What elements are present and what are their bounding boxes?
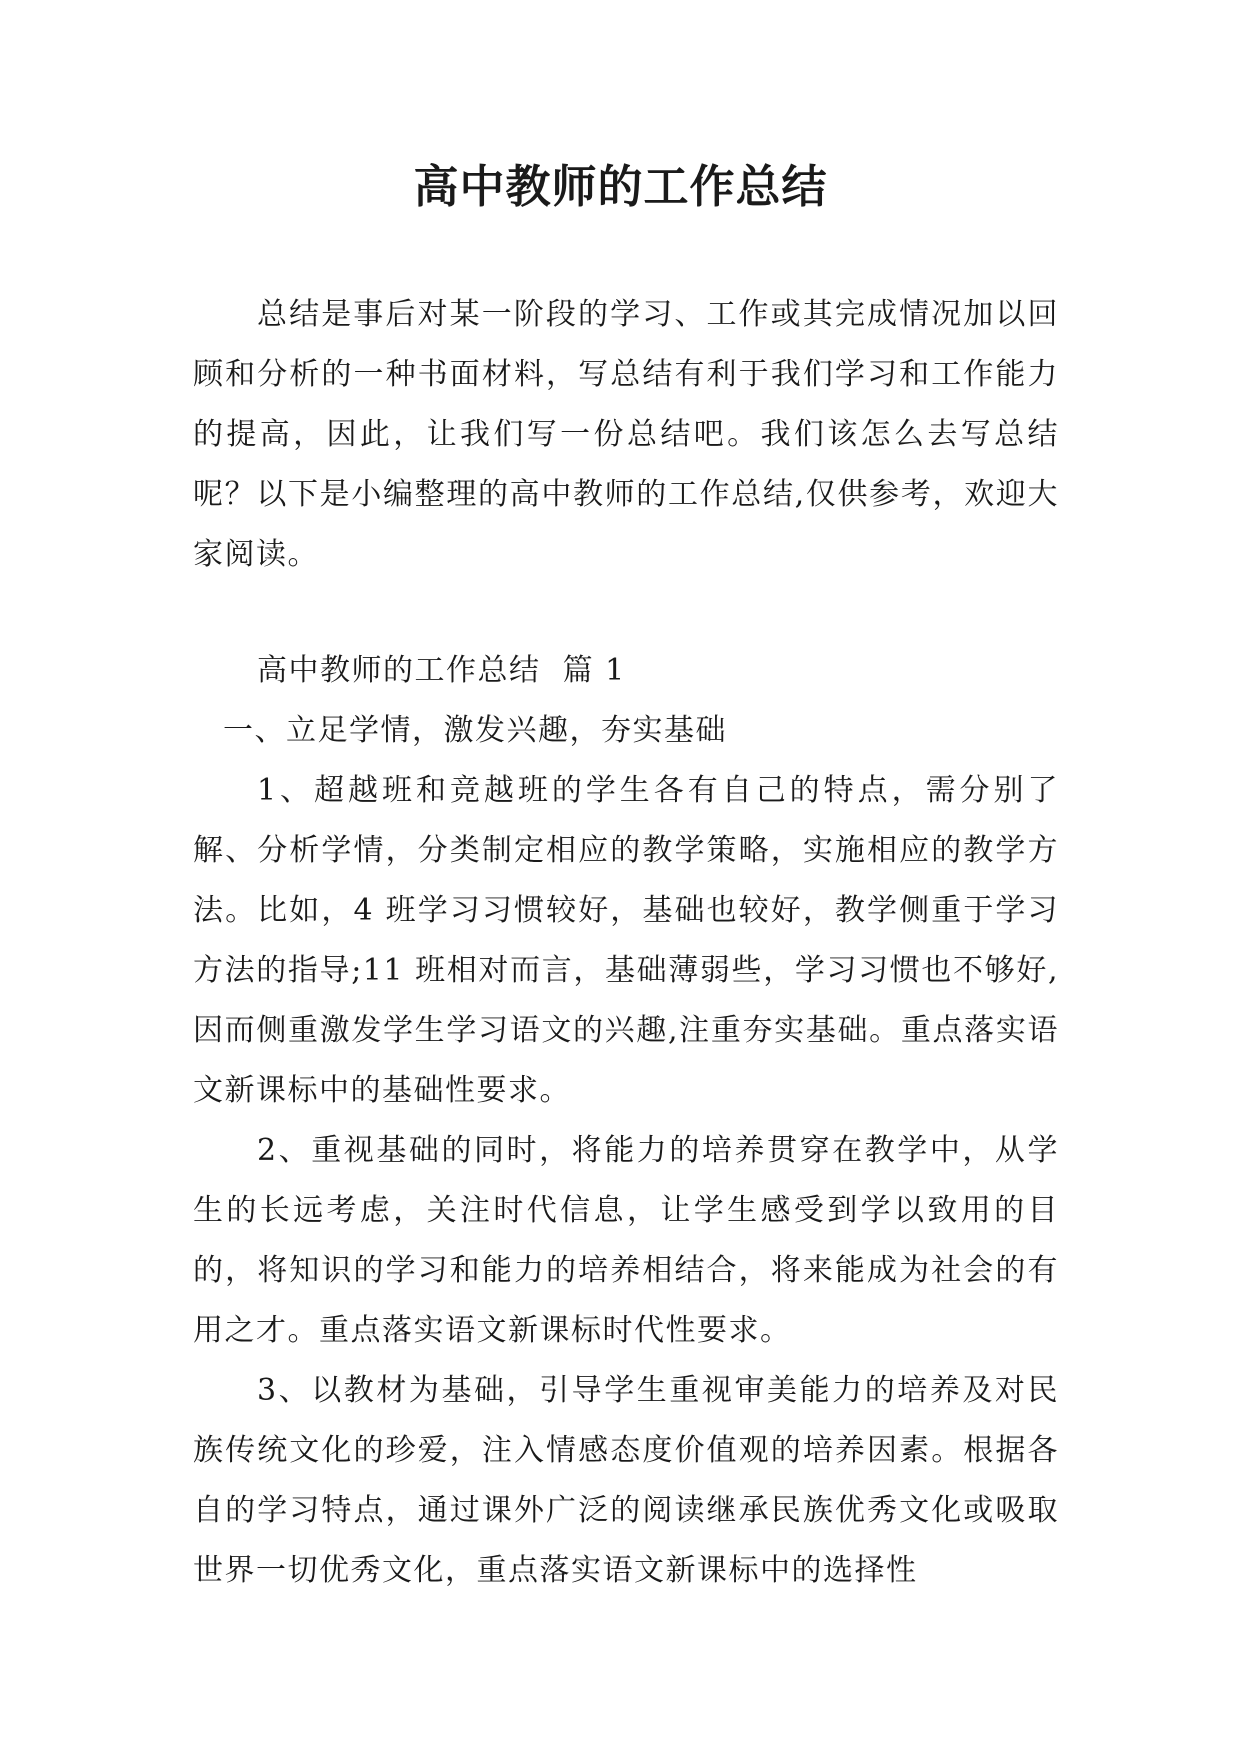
body-content <box>193 761 1059 1601</box>
intro-paragraph: 总结是事后对某一阶段的学习、工作或其完成情况加以回顾和分析的一种书面材料，写总结有利于我们学习和工作能力的提高，因此，让我们写一份总结吧。我们该怎么去写总结呢？以下是小编整理的高中教师的工作总结,仅供参考，欢迎大家阅读。 <box>193 297 1059 572</box>
paragraph-2: 2、重视基础的同时，将能力的培养贯穿在教学中，从学生的长远考虑，关注时代信息，让学生感受到学以致用的目的，将知识的学习和能力的培养相结合，将来能成为社会的有用之才。重点落实语文新课标时代性要求。 <box>193 1133 1059 1348</box>
sub-heading: 一、立足学情，激发兴趣，夯实基础 <box>223 713 727 748</box>
paragraph-3: 3、以教材为基础，引导学生重视审美能力的培养及对民族传统文化的珍爱，注入情感态度价值观的培养因素。根据各自的学习特点，通过课外广泛的阅读继承民族优秀文化或吸取世界一切优秀文化，重点落实语文新课标中的选择性 <box>193 1373 1059 1588</box>
page-title: 高中教师的工作总结 <box>413 160 828 213</box>
paragraph-1: 1、超越班和竞越班的学生各有自己的特点，需分别了解、分析学情，分类制定相应的教学策略，实施相应的教学方法。比如，4 班学习习惯较好，基础也较好，教学侧重于学习方法的指导;11 班相对而言，基础薄弱些，学习习惯也不够好,因而侧重激发学生学习语文的兴趣,注重夯实基础。重点落实语文新课标中的基础性要求。 <box>193 773 1059 1108</box>
section-heading: 高中教师的工作总结 篇 1 <box>257 653 626 688</box>
